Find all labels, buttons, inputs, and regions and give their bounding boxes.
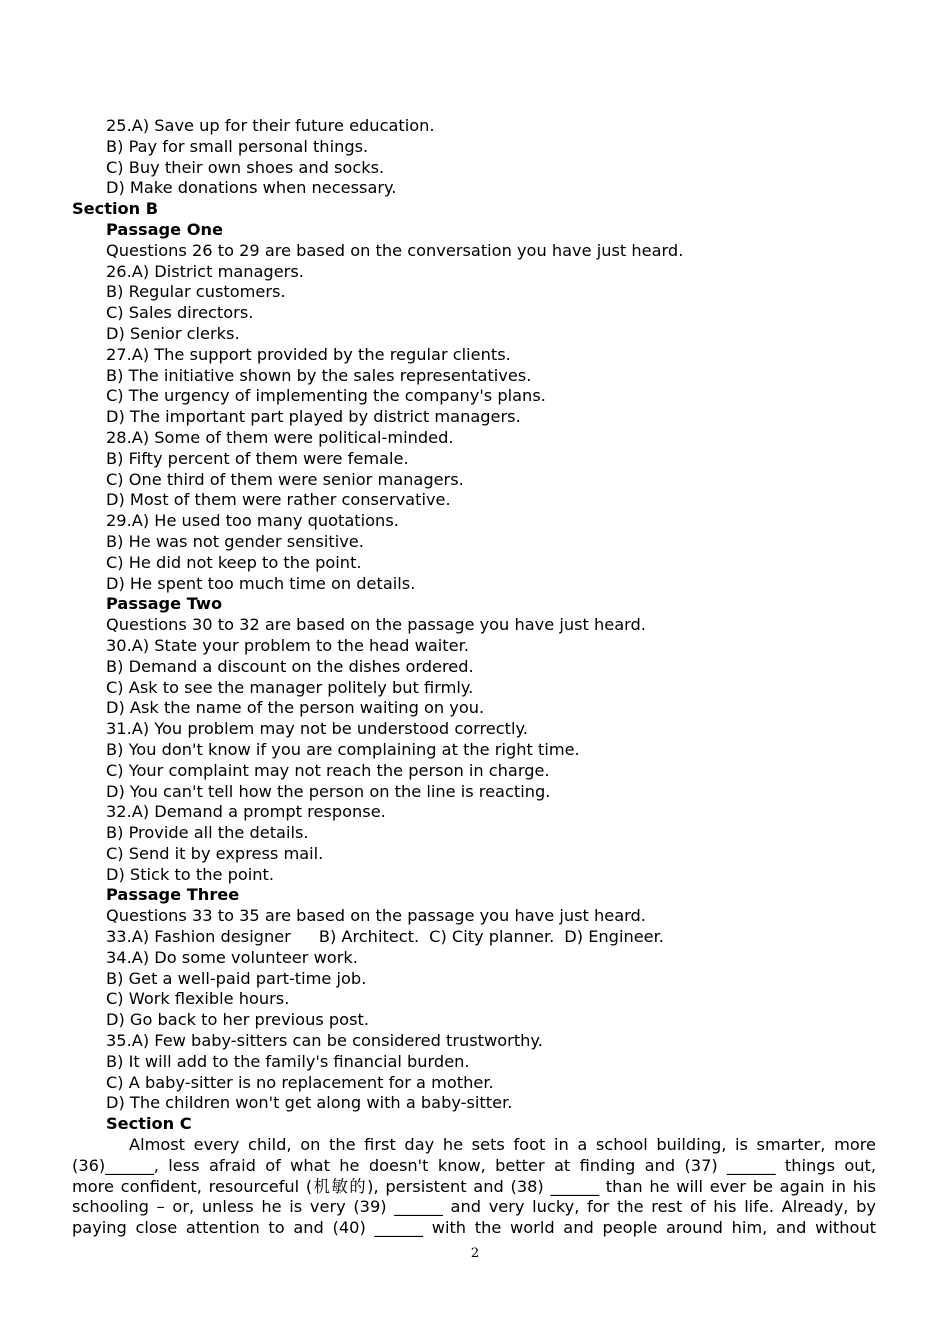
passage-one-intro: Questions 26 to 29 are based on the conversation you have just heard. — [106, 240, 684, 260]
question-26-option-d: D) Senior clerks. — [106, 323, 240, 343]
question-32-option-c: C) Send it by express mail. — [106, 843, 324, 863]
question-35-option-b: B) It will add to the family's financial burden. — [106, 1051, 470, 1071]
passage-two-heading: Passage Two — [106, 594, 223, 614]
question-35-option-c: C) A baby-sitter is no replacement for a mother. — [106, 1072, 494, 1092]
section-b-heading: Section B — [72, 199, 159, 219]
question-33-option-c: C) City planner. — [429, 927, 555, 947]
question-34-option-c: C) Work flexible hours. — [106, 989, 290, 1009]
question-26-option-a: 26.A) District managers. — [106, 261, 304, 281]
section-c-line-4: schooling – or, unless he is very (39) ______ and very lucky, for the rest of his life. Already, by — [72, 1197, 876, 1217]
passage-one-heading: Passage One — [106, 219, 224, 239]
page-number: 2 — [470, 1246, 480, 1261]
section-c-heading: Section C — [106, 1114, 192, 1134]
question-26-option-c: C) Sales directors. — [106, 303, 254, 323]
section-c-line-2: (36)______, less afraid of what he doesn't know, better at finding and (37) ______ things out, — [72, 1155, 876, 1175]
question-34-option-a: 34.A) Do some volunteer work. — [106, 947, 358, 967]
question-31-option-c: C) Your complaint may not reach the person in charge. — [106, 760, 550, 780]
question-29-option-c: C) He did not keep to the point. — [106, 552, 362, 572]
question-30-option-d: D) Ask the name of the person waiting on you. — [106, 698, 485, 718]
question-32-option-a: 32.A) Demand a prompt response. — [106, 802, 386, 822]
section-c-line-3: more confident, resourceful (机敏的), persistent and (38) ______ than he will ever be again in his — [72, 1176, 876, 1196]
question-29-option-a: 29.A) He used too many quotations. — [106, 511, 399, 531]
question-31-option-d: D) You can't tell how the person on the line is reacting. — [106, 781, 551, 801]
question-25-option-c: C) Buy their own shoes and socks. — [106, 157, 385, 177]
question-27-option-a: 27.A) The support provided by the regular clients. — [106, 344, 511, 364]
question-29-option-b: B) He was not gender sensitive. — [106, 531, 364, 551]
question-28-option-b: B) Fifty percent of them were female. — [106, 448, 409, 468]
section-c-line-5: paying close attention to and (40) ______ with the world and people around him, and without — [72, 1218, 876, 1238]
question-25-option-b: B) Pay for small personal things. — [106, 136, 369, 156]
question-30-option-c: C) Ask to see the manager politely but firmly. — [106, 677, 474, 697]
question-28-option-a: 28.A) Some of them were political-minded. — [106, 427, 454, 447]
section-c-line-1: Almost every child, on the first day he sets foot in a school building, is smarter, more — [129, 1135, 876, 1155]
question-34-option-d: D) Go back to her previous post. — [106, 1010, 370, 1030]
question-29-option-d: D) He spent too much time on details. — [106, 573, 416, 593]
question-28-option-c: C) One third of them were senior managers. — [106, 469, 464, 489]
question-32-option-d: D) Stick to the point. — [106, 864, 275, 884]
question-31-option-a: 31.A) You problem may not be understood correctly. — [106, 719, 528, 739]
passage-two-intro: Questions 30 to 32 are based on the passage you have just heard. — [106, 615, 646, 635]
question-25-option-a: 25.A) Save up for their future education. — [106, 116, 435, 135]
question-33-option-d: D) Engineer. — [564, 927, 664, 947]
question-35-option-d: D) The children won't get along with a baby-sitter. — [106, 1093, 513, 1113]
question-30-option-b: B) Demand a discount on the dishes ordered. — [106, 656, 474, 676]
question-25-option-d: D) Make donations when necessary. — [106, 178, 397, 198]
page-content — [72, 116, 876, 1239]
question-33-option-b: B) Architect. — [318, 927, 420, 947]
question-27-option-d: D) The important part played by district managers. — [106, 407, 521, 427]
question-34-option-b: B) Get a well-paid part-time job. — [106, 968, 367, 988]
question-33-options — [72, 927, 876, 948]
question-32-option-b: B) Provide all the details. — [106, 823, 309, 843]
question-31-option-b: B) You don't know if you are complaining at the right time. — [106, 739, 580, 759]
passage-three-heading: Passage Three — [106, 885, 240, 905]
passage-three-intro: Questions 33 to 35 are based on the passage you have just heard. — [106, 906, 646, 926]
question-35-option-a: 35.A) Few baby-sitters can be considered trustworthy. — [106, 1031, 543, 1051]
question-27-option-c: C) The urgency of implementing the company's plans. — [106, 386, 546, 406]
question-33-option-a: 33.A) Fashion designer — [106, 927, 291, 947]
question-28-option-d: D) Most of them were rather conservative. — [106, 490, 451, 510]
question-26-option-b: B) Regular customers. — [106, 282, 286, 302]
question-30-option-a: 30.A) State your problem to the head waiter. — [106, 635, 469, 655]
question-27-option-b: B) The initiative shown by the sales representatives. — [106, 365, 532, 385]
